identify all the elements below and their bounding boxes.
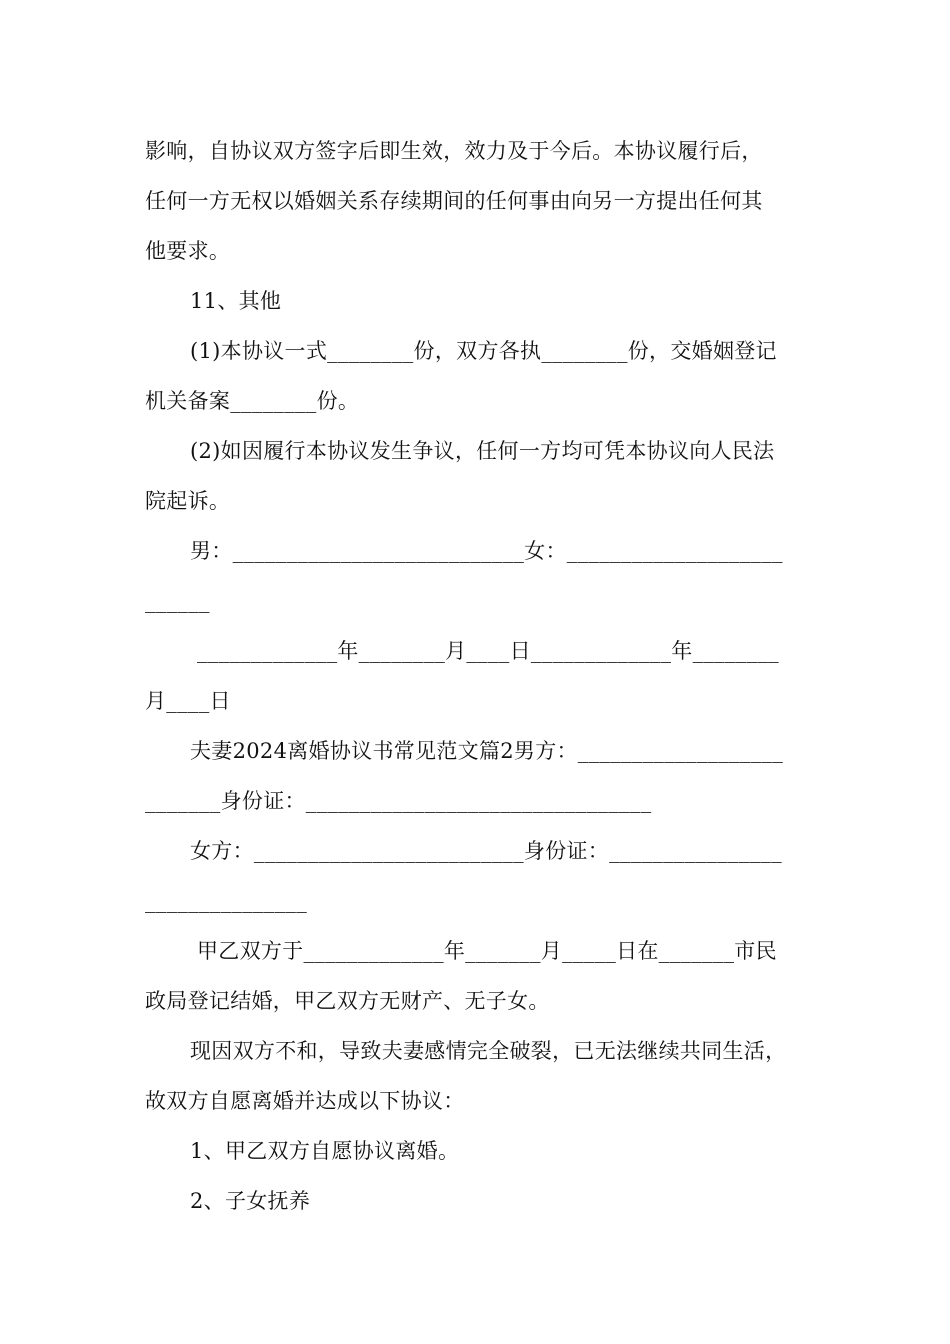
paragraph-line: 机关备案________份。 bbox=[145, 389, 360, 413]
party-line: 女方：_________________________身份证：________________ bbox=[190, 839, 782, 863]
date-line: _____________年________月____日_____________年________ bbox=[190, 639, 779, 663]
paragraph-line: 他要求。 bbox=[145, 239, 231, 263]
signature-line: 男：___________________________女：____________________ bbox=[190, 539, 783, 563]
section-title-line: 夫妻2024离婚协议书常见范文篇2男方：___________________ bbox=[190, 739, 784, 763]
paragraph-line: 任何一方无权以婚姻关系存续期间的任何事由向另一方提出任何其 bbox=[145, 189, 763, 213]
party-line: _______________ bbox=[145, 889, 307, 913]
paragraph-line: 故双方自愿离婚并达成以下协议： bbox=[145, 1089, 465, 1113]
id-line: _______身份证：________________________________ bbox=[145, 789, 652, 813]
list-item: 1、甲乙双方自愿协议离婚。 bbox=[190, 1139, 460, 1163]
date-line: 月____日 bbox=[145, 689, 231, 713]
paragraph-line: (1)本协议一式________份，双方各执________份，交婚姻登记 bbox=[190, 339, 777, 363]
paragraph-line: 现因双方不和，导致夫妻感情完全破裂，已无法继续共同生活， bbox=[190, 1039, 787, 1063]
paragraph-line: (2)如因履行本协议发生争议，任何一方均可凭本协议向人民法 bbox=[190, 439, 775, 463]
list-item: 2、子女抚养 bbox=[190, 1189, 311, 1213]
section-heading: 11、其他 bbox=[190, 289, 282, 313]
paragraph-line: 影响，自协议双方签字后即生效，效力及于今后。本协议履行后， bbox=[145, 139, 763, 163]
signature-line: ______ bbox=[145, 589, 210, 613]
paragraph-line: 院起诉。 bbox=[145, 489, 231, 513]
paragraph-line: 甲乙双方于_____________年_______月_____日在_______市民 bbox=[190, 939, 777, 963]
paragraph-line: 政局登记结婚，甲乙双方无财产、无子女。 bbox=[145, 989, 550, 1013]
